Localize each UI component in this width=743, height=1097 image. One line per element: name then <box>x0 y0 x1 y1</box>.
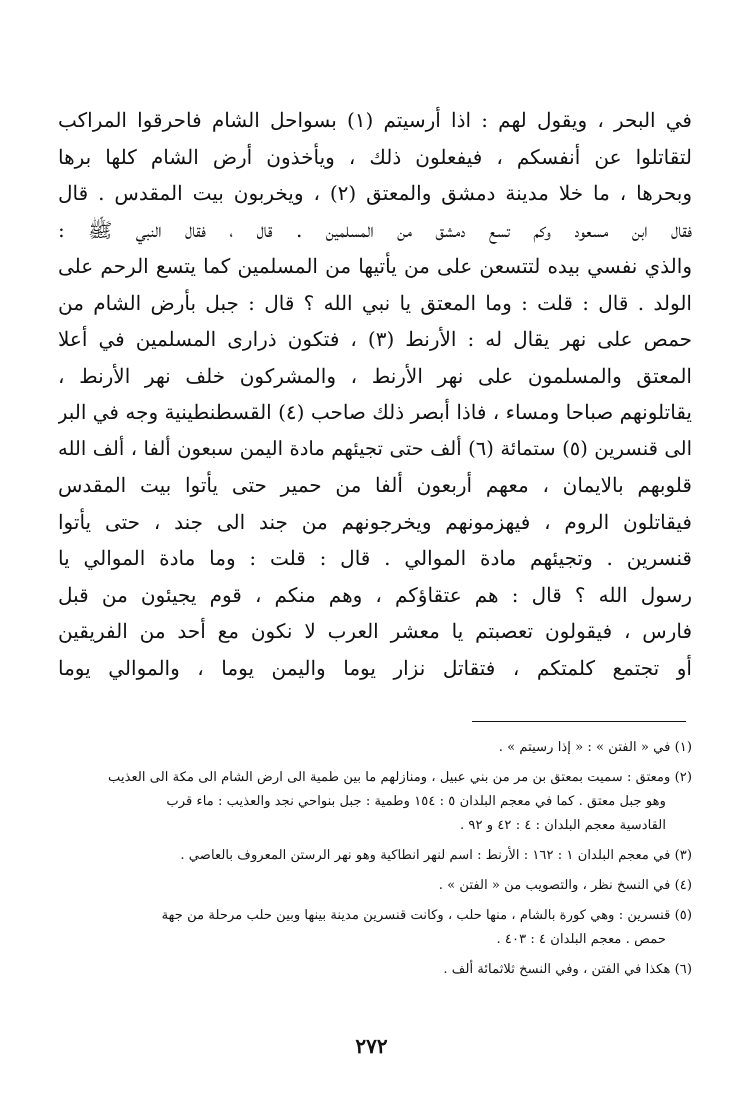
footnote-line: (٢) ومعتق : سميت بمعتق بن مر من بني عبيل ، ومنازلهم ما بين طمية الى ارض الشام الى مكة الى العذيب <box>108 770 692 785</box>
text-line: في البحر ، ويقول لهم : اذا أرسيتم (١) بسواحل الشام فاحرقوا المراكب <box>58 108 692 132</box>
main-text <box>58 102 692 686</box>
footnote-3 <box>58 844 692 868</box>
text-line: أو تجتمع كلمتكم ، فتقاتل نزار يوما واليمن يوما ، والموالي يوما <box>58 655 692 680</box>
text-line: والذي نفسي بيده لتتسعن على من يأتيها من المسلمين كما يتسع الرحم على <box>58 254 692 278</box>
text-line: رسول الله ؟ قال : هم عتقاؤكم ، وهم منكم ، قوم يجيئون من قبل <box>58 582 692 607</box>
footnote-line: حمص . معجم البلدان ٤ : ٤٠٣ . <box>496 932 666 947</box>
footnote-line: (٣) في معجم البلدان ١ : ١٦٢ : الأرنط : اسم لنهر انطاكية وهو نهر الرستن المعروف بالعاصي . <box>180 848 692 863</box>
text-line: الولد . قال : قلت : وما المعتق يا نبي الله ؟ قال : جبل بأرض الشام من <box>58 290 692 315</box>
footnote-line: (٥) قنسرين : وهي كورة بالشام ، منها حلب ، وكانت قنسرين مدينة بينها وبين حلب مرحلة من جهة <box>161 908 692 923</box>
footnote-5 <box>58 904 692 952</box>
page-number: ٢٧٢ <box>355 1034 388 1058</box>
footnote-line: (١) في « الفتن » : « إذا رسيتم » . <box>498 740 692 755</box>
text-line: فيقاتلون الروم ، فيهزمونهم ويخرجونهم من جند الى جند ، حتى يأتوا <box>58 509 692 534</box>
footnote-line: (٦) هكذا في الفتن ، وفي النسخ ثلاثمائة ألف . <box>443 962 692 977</box>
text-line: وبحرها ، ما خلا مدينة دمشق والمعتق (٢) ، ويخربون بيت المقدس . قال <box>58 181 692 205</box>
text-line: لتقاتلوا عن أنفسكم ، فيفعلون ذلك ، ويأخذون أرض الشام كلها برها <box>58 144 692 169</box>
text-line: قنسرين . وتجيئهم مادة الموالي . قال : قلت : وما مادة الموالي يا <box>58 546 692 570</box>
footnote-line: القادسية معجم البلدان : ٤ : ٤٢ و ٩٢ . <box>460 818 666 833</box>
text-line: فارس ، فيقولون تعصبتم يا معشر العرب لا نكون مع أحد من الفريقين <box>58 619 692 643</box>
footnote-separator <box>472 721 686 722</box>
footnote-line: (٤) في النسخ نظر ، والتصويب من « الفتن » . <box>438 878 692 893</box>
text-line: حمص على نهر يقال له : الأرنط (٣) ، فتكون ذرارى المسلمين في أعلا <box>58 327 692 351</box>
footnote-1 <box>58 736 692 760</box>
text-line: يقاتلونهم صباحا ومساء ، فاذا أبصر ذلك صاحب (٤) القسطنطينية وجه في البر <box>58 400 692 424</box>
footnote-line: وهو جبل معتق . كما في معجم البلدان ٥ : ١٥٤ وطمية : جبل بنواحي نجد والعذيب : ماء قرب <box>166 794 666 809</box>
text-line: الى قنسرين (٥) ستمائة (٦) ألف حتى تجيئهم مادة اليمن سبعون ألفا ، ألف الله <box>58 436 692 460</box>
footnote-6 <box>58 958 692 982</box>
text-line: قلوبهم بالايمان ، معهم أربعون ألفا من حمير حتى يأتوا بيت المقدس <box>58 473 692 497</box>
footnotes <box>58 736 692 988</box>
footnote-2 <box>58 766 692 838</box>
text-line: المعتق والمسلمون على نهر الأرنط ، والمشركون خلف نهر الأرنط ، <box>58 363 692 388</box>
text-line: فقال ابن مسعود وكم تسع دمشق من المسلمين . قال ، فقال النبي ﷺ : <box>58 217 692 242</box>
footnote-4 <box>58 874 692 898</box>
